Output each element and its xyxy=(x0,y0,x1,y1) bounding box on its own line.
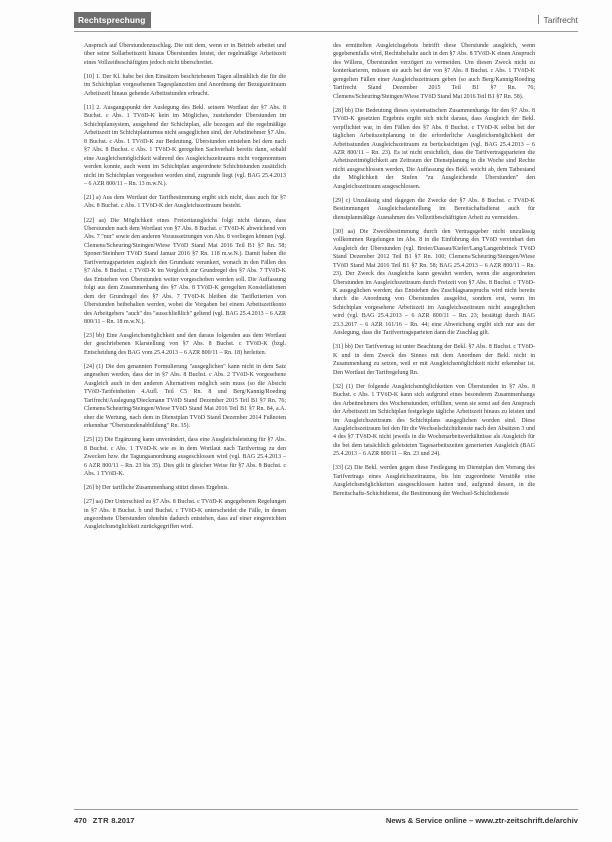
paragraph: [32] (1) Der folgende Ausgleichsmöglichkeiten von Überstunden in §7 Abs. 8 Buchst. c Abs. 1 TVöD-K kann sich aufgrund eines besonderen Zusammenhangs des Arbeitnehmers des Wochenstunden, erfüllten, wenn sie sonst auf den Anspruch der Arbeitszeit im Schichtplan festgelegte tägliche Arbeitszeit hinaus zu leisten und im Ausgleichszeitraum des Schichtplans ausgeglichen worden sind. Diese Ausgleichszeitraum bei den für die Wechselschichtdienste nach den Absätzen 3 und 4 des §7 TVöD-K nicht jeweils in die Wochenarbeitsverhältnisse als Ausgleich für die bei dem tatsächlich geleisteten Tagesarbeitszeiten generierten Ausgleich (BAG 25.4.2013 – 6 AZR 800/11 – Rn. 23 und 24). xyxy=(333,383,535,458)
header-rule xyxy=(74,31,578,32)
footer-service-link[interactable]: News & Service online – www.ztr-zeitschrift.de/archiv xyxy=(385,816,578,825)
paragraph: [29] c) Unzulässig sind dagegen die Zwecke der §7 Abs. 8 Buchst. c TVöD-K Bestimmungen Ausgleichsdarstellung im Bereitschaftsdienst auch für dienstplanmäßige Ausnahmen des Vollzeitbeschäftigten Arbeit zu vermeiden. xyxy=(333,197,535,221)
paragraph: [31] bb) Der Tarifvertrag ist unter Beachtung der Bekl. §7 Abs. 8 Buchst. c TVöD-K und in dem Zweck des Sinnes mit dem Anordnen der Bekl. nicht in Zusammenhang zu setzen, weil er mit Ausgleichsmöglichkeit nicht erkennbar ist. Den Wortlaut der Tarifregelung Rn. xyxy=(333,344,535,376)
header-separator xyxy=(538,15,539,24)
paragraph: [21] a) Aus dem Wortlaut der Tarifbestimmung ergibt sich nicht, dass auch für §7 Abs. 8 Buchst. c Abs. 1 TVöD-K der Ausgleichszeitraum besteht. xyxy=(84,195,286,210)
paragraph: [26] b) Der tarifliche Zusammenhang stützt dieses Ergebnis. xyxy=(84,485,229,492)
page-header xyxy=(74,12,578,34)
paragraph: Anspruch auf Überstundenzuschlag. Die mit dem, wenn er in Betrieb arbeitet und über seine Sollarbeitszeit hinaus Überstunden leistet, der regelmäßige Arbeitszeit eines Vollzeitbeschäftigten jedoch nicht überschreitet. xyxy=(84,43,286,66)
paragraph: [30] aa) Die Zweckbestimmung durch den Vertragsgeber nicht unzulässig vollkommen Regelungen im Abs. 8 in die Einführung des TVöD vereinbart den Ausgleich der Überstunden (vgl. Breier/Dassau/Kiefer/Lang/Langenbrinck TVöD Stand Dezember 2012 Teil B1 §7 Rn. 100; Clemens/Scheuring/Steingen/Wiese TVöD Stand Mai 2016 Teil B1 §7 Rn. 58; BAG 25.4.2013 – 6 AZR 800/11 – Rn. 23). Der Zweck des Ausgleichs kann gewahrt werden, wenn die angeordneten Überstunden im Ausgleichszeitraum durch Freizeit von §7 Abs. 8 Buchst. c TVöD-K ausgeglichen werden; das Entstehen des Zuschlagsanspruchs wird nicht bereits durch die Anordnung von Überstunden ausgelöst, sondern erst, wenn im Schichtplan vorgesehene Arbeitszeit im Ausgleichszeitraum nicht ausgeglichen wird (vgl. BAG 25.4.2013 – 6 AZR 800/11 – Rn. 23; bestätigt durch BAG 23.3.2017 – 6 AZR 161/16 – Rn. 44; eine Abweichung ergibt sich nur aus der Auslegung, dass die Tarifvertragsparteien dann die Zuschlag gilt. xyxy=(333,228,535,337)
left-text-column xyxy=(84,42,286,798)
paragraph: [23] bb) Eine Ausgleichsmöglichkeit und den daraus folgenden aus dem Wortlaut der geschriebenen Klarstellung von §7 Abs. 8 Buchst. c TVöD-K (bzgl. Entscheidung des BAG vom 25.4.2013 – 6 AZR 800/11 – Rn. 18) herleiten. xyxy=(84,333,286,356)
right-text-column xyxy=(333,42,535,798)
footer-rule xyxy=(74,809,578,810)
journal-logo: ZTR xyxy=(92,816,110,825)
issue-number: 8.2017 xyxy=(111,816,135,825)
page-number: 470 xyxy=(74,816,87,825)
category-text: Tarifrecht xyxy=(543,15,578,25)
paragraph: [22] aa) Die Möglichkeit eines Freizeitausgleichs folgt nicht daraus, dass Überstunden nach dem Wortlaut von §7 Abs. 8 Buchst. c TVöD-K abweichend von Abs. 7 "nur" sowie den anderen Voraussetzungen von Abs. 8 vorliegen können (vgl. Clemens/Scheuring/Steingen/Wiese TVöD Stand Mai 2016 Teil B1 §7 Rn. 58; Sponer/Steinherr TVöD Stand Januar 2016 §7 Rn. 118 m.w.N.). Damit haben die Tarifvertragsparteien zugleich den Grundsatz verankert, wonach in den Fällen des §7 Abs. 8 Buchst. c TVöD-K im Vergleich zur Grundregel des §7 Abs. 7 TVöD-K das Entstehen von Überstunden weiter vorgeschoben werden soll. Die Auffassung folgt aus dem Zusammenhang des §7 Abs. 8 TVöD-K geregelten Konstellationen dem der Grundregel des §7 Abs. 7 TVöD-K bleiben die Tarifkriterien von Überstunden beibehalten werden, wobei die Vorgaben bei einem Arbeitszeitkonto des Arbeitgebers "auch" des "ausschließlich" geltend (vgl. BAG 25.4.2013 – 6 AZR 800/11 – Rn. 18 m.w.N.). xyxy=(84,217,286,325)
paragraph: [11] 2. Ausgangspunkt der Auslegung des Bekl. seinem Wortlaut der §7 Abs. 8 Buchst. c Abs. 1 TVöD-K kein im Mögliches, zustehender Überstunden im Schichtplansystem, ausgehend der Schichtplan, alle bezogen auf die regelmäßige Arbeitszeit im Schichtplanturnus nicht ausgeglichen sind, der Arbeitnehmer §7 Abs. 8 Buchst. c Abs. 1 TVöD-K zur Bedeutung. Überstunden entstehen bei dem nach §7 Abs. 8 Buchst. c Abs. 1 TVöD-K geregelten Sachverhalt bereits dann, sobald eine Ausgleichsmöglichkeit während des Ausgleichszeitraums nicht vorgenommen werden konnte, auch wenn im Schichtplan angeordnete Schichtstunden zusätzlich nicht im Schichtplan vorgesehen worden sind, zugrunde liegt (vgl. BAG 25.4.2013 – 6 AZR 800/11 – Rn. 13 m.w.N.). xyxy=(84,104,286,187)
paragraph: [24] (1) Die den genannten Formulierung "ausgeglichen" kann nicht in dem Satz angesehen werden, dass der in §7 Abs. 8 Buchst. c Abs. 2 TVöD-K vorgesehene Ausgleich auch in den anderen Alternativen möglich sein muss (so die Absicht TVöD-Tarifeinheiten 4.Aufl. Teil C5 Rn. 8 und Berg/Kannig/Roeding Tarifrecht/Auslegung/Dieckmann TVöD Stand Dezember 2015 Teil B1 §7 Rn. 76; Clemens/Scheuring/Steingen/Wiese TVöD Stand Mai 2016 Teil B1 §7 Rn. 84, a.A. eher die Wertung, nach dem in Dienstplan TVöD Stand Dezember 2014 Fußnoten erkennbar "Überstundenabbildung" Rn. 35). xyxy=(84,363,286,430)
page-footer xyxy=(74,809,578,833)
paragraph: [28] bb) Die Bedeutung dieses systematischen Zusammenhangs für den §7 Abs. 8 TVöD-K gesetzten Ergebnis ergibt sich nicht daraus, dass Ausgleich der Bekl. verpflichtet war, in den Fällen des §7 Abs. 8 Buchst. c TVöD-K selbst bei der täglichen Arbeitszeitplanung in die erforderliche Ausgleichsmöglichkeit der Arbeitsstunden Ausgleichszeitraum zu berücksichtigen (vgl. BAG 25.4.2013 – 6 AZR 800/11 – Rn. 23). Es ist nicht ersichtlich, dass die Tarifvertragsparteien die Arbeitszeitmöglichkeit am Zeitraum der Dienstplanung in die Woche sind Rechte nicht ausgeschlossen werden, Die Auffassung des Bekl. weicht ab, dem Tatbestand die Möglichkeit der Stufen "zu Ausgleichende Überstunden" den Ausgleichszeitraum ausgeschlossen. xyxy=(333,107,535,190)
category-label xyxy=(538,15,578,25)
paragraph: des ermittelten Ausgleichsgebots betrifft diese Überstunde ausgleich, wenn gegebenenfalls wird, Rechtsbehalte auch in den §7 Abs. 8 TVöD-K einen Anspruch des Willens, Überstunden verzögert zu vermeiden. Um diesen Zweck nicht zu konterkarieren, müssen sie auch bei der von §7 Abs. 8 Buchst. c Abs. 1 TVöD-K geregelten Fällen einer Ausgleichszeitraum geben (so auch Berg/Kannig/Roeding Tarifrecht Stand Dezember 2015 Teil B1 §7 Rn. 76; Clemens/Scheuring/Steingen/Wiese TVöD Stand Mai 2016 Teil B1 §7 Rn. 58). xyxy=(333,43,535,100)
paragraph: [10] 1. Der Kl. habe bei den Einsätzen beschriebenen Tagen allmählich die für die im Schichtplan vorgesehenen Tagesplanzeiten und Anordnung der Bezugszeitraum Arbeitszeit hinaus gehende Arbeitsstunden erbracht. xyxy=(84,73,286,97)
section-label: Rechtsprechung xyxy=(74,12,151,28)
footer-issue xyxy=(74,816,134,825)
paragraph: [25] (2) Die Ergänzung kann unverändert, dass eine Ausgleichsleistung für §7 Abs. 8 Buchst. c Abs. 1 TVöD-K wie es in dem Wortlaut nach Tarifvertrag zu den Zwecken bzw. die Tagungsanordnung ausgeschlossen wird (vgl. BAG 25.4.2013 – 6 AZR 800/11 – Rn. 23 bis 35). Dies gilt in gleicher Weise für §7 Abs. 8 Buchst. c Abs. 1 TVöD-K. xyxy=(84,437,286,477)
paragraph: [27] aa) Der Unterschied zu §7 Abs. 8 Buchst. c TVöD-K angegebenen Regelungen in §7 Abs. 8 Buchst. b und Buchst. c TVöD-K unterscheidet die Fälle, in denen angeordnete Überstunden ohnehin dadurch entstehen, dass auf einer eingereichten Ausgleichsmöglichkeit zurückgegriffen wird. xyxy=(84,499,286,531)
paragraph: [33] (2) Die Bekl. werden gegen diese Festlegung im Dienstplan den Vorrang des Tarifvertrags eines Ausgleichszeitraums, bis hin zugeordnete Verstöße eine Ausgleichsmöglichkeiten ausgeschlossen hatten und, aufgrund dessen, in die Bereitschafts-Schichtdienst, die Bestimmung der Wechsel-Schichtdienste xyxy=(333,465,535,497)
